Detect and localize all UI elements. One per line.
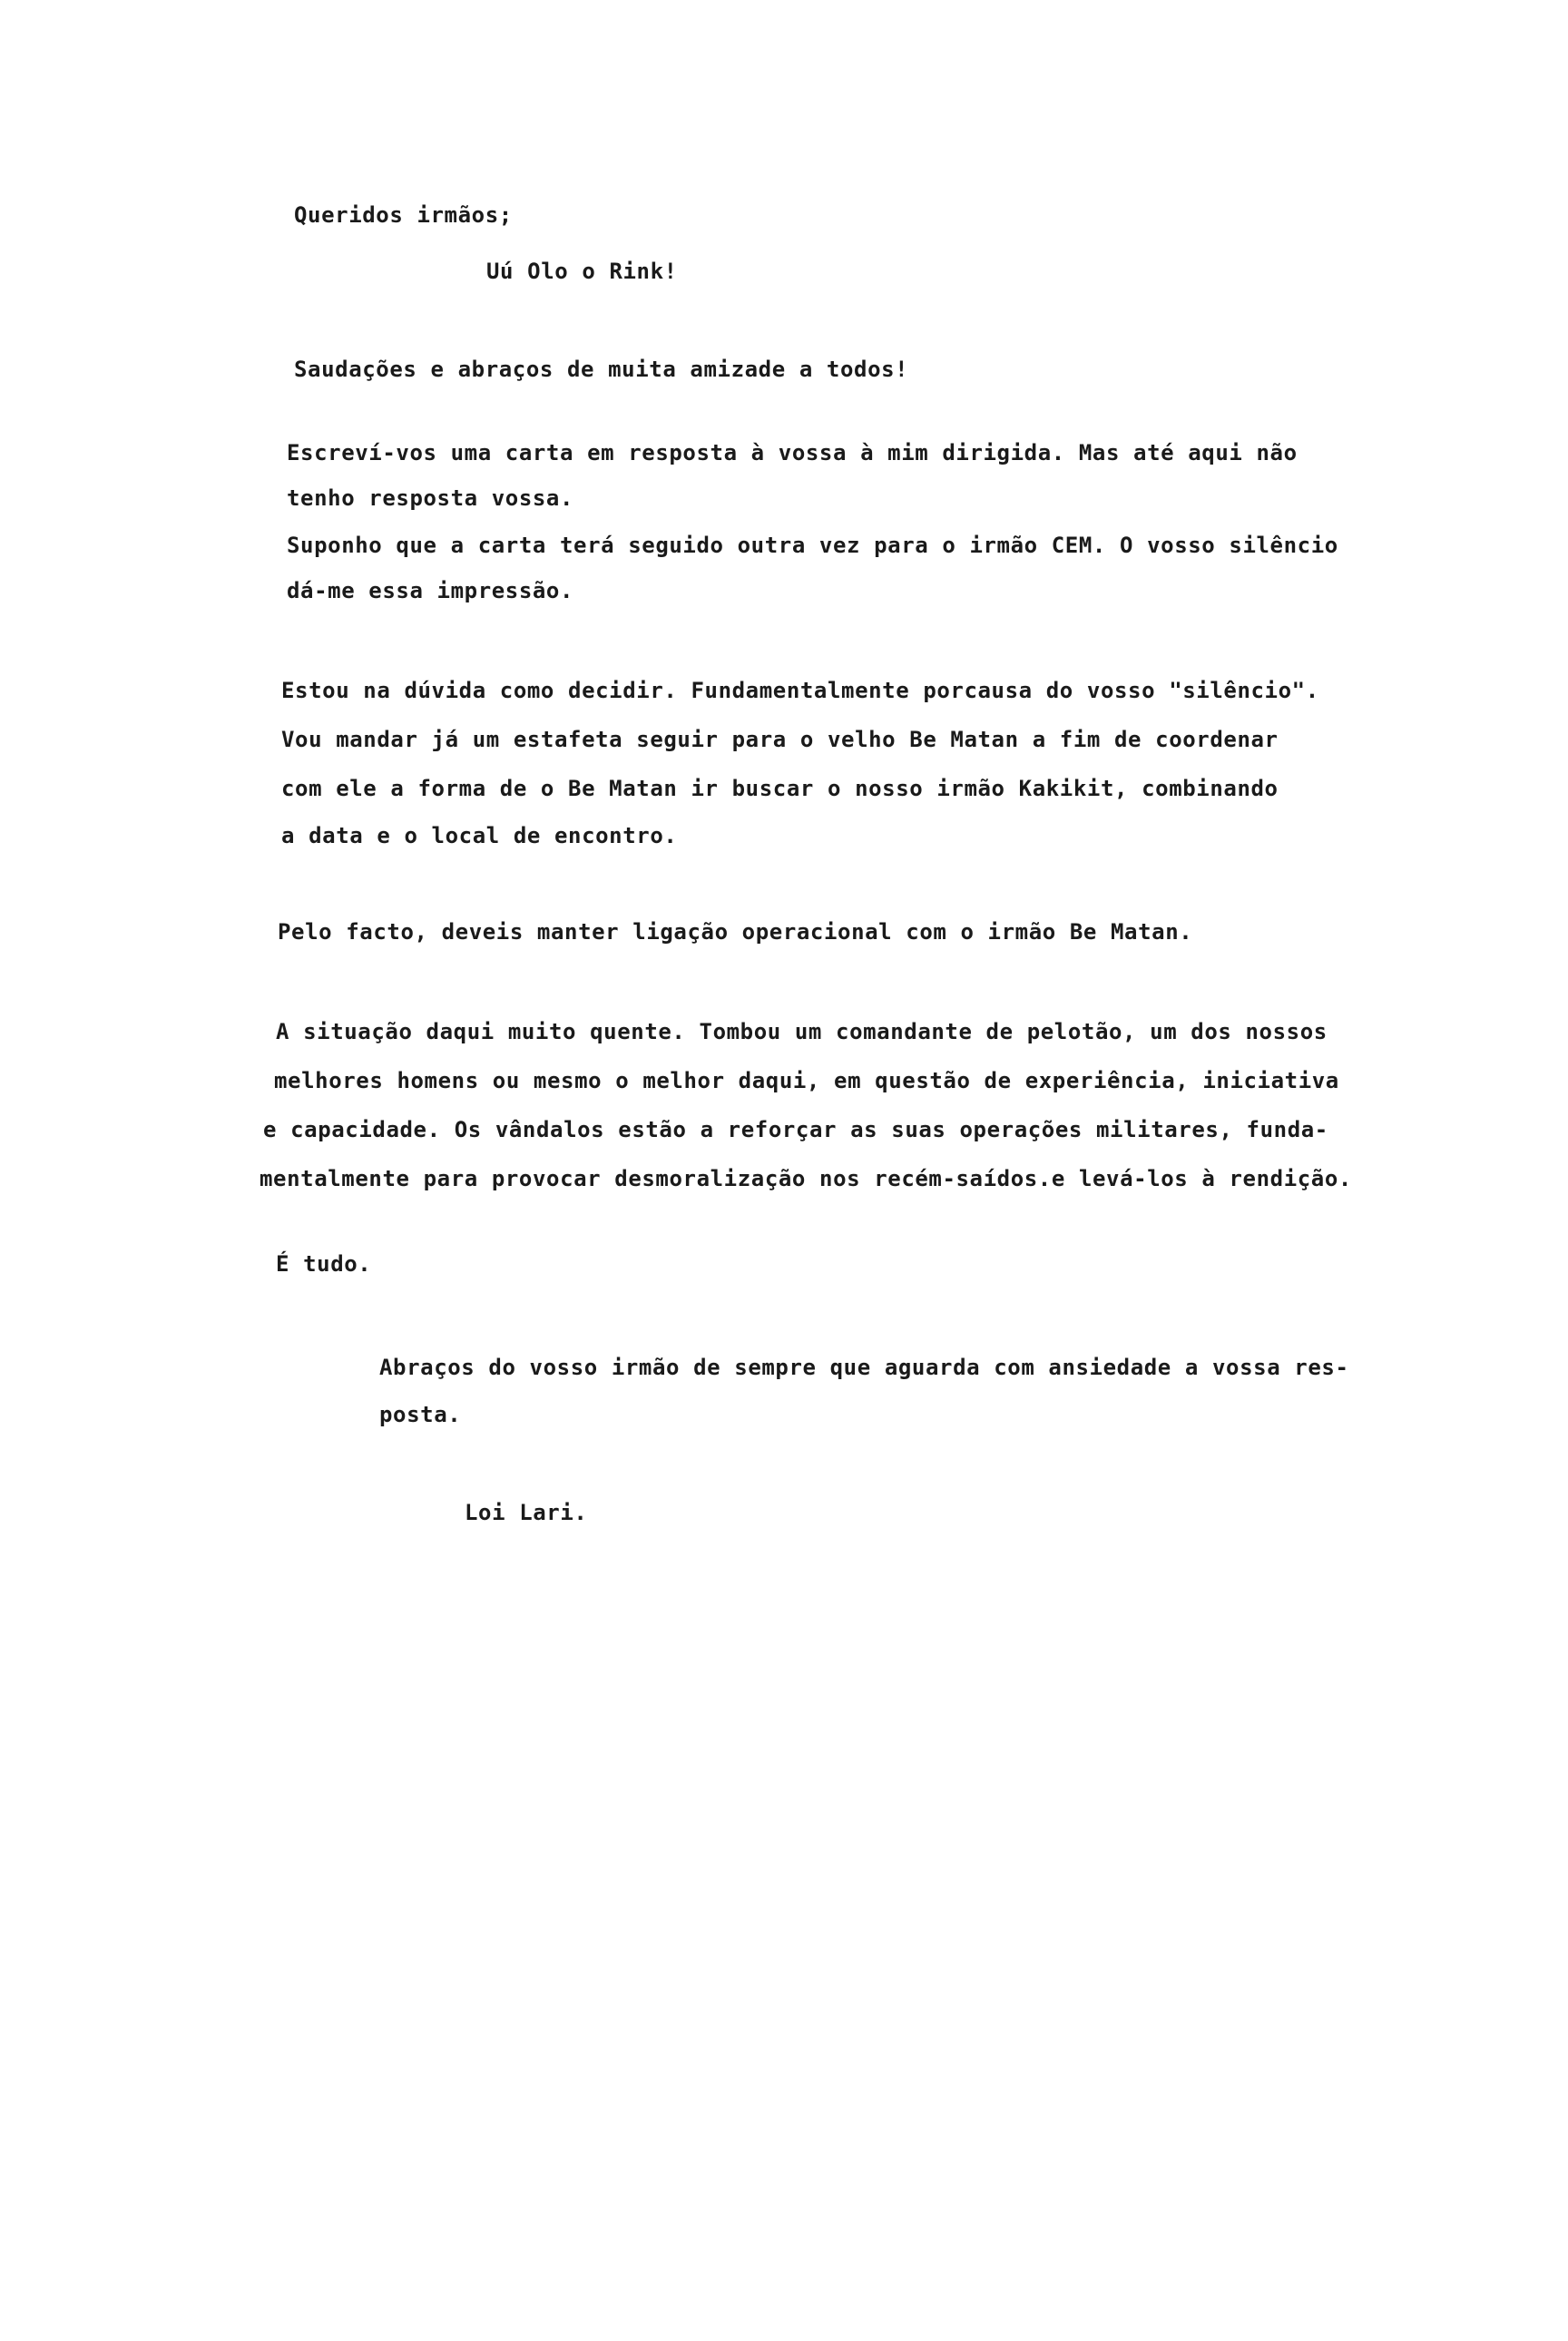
paragraph-4-line: e capacidade. Os vândalos estão a reforçar as suas operações militares, funda- <box>263 1117 1328 1142</box>
paragraph-2-line: Vou mandar já um estafeta seguir para o velho Be Matan a fim de coordenar <box>281 727 1279 752</box>
paragraph-4-line: mentalmente para provocar desmoralização nos recém-saídos.e levá-los à rendição. <box>260 1166 1352 1191</box>
signature: Loi Lari. <box>465 1500 588 1525</box>
paragraph-2-line: com ele a forma de o Be Matan ir buscar o nosso irmão Kakikit, combinando <box>281 776 1279 801</box>
paragraph-1-line: tenho resposta vossa. <box>287 485 574 511</box>
opening-line: Saudações e abraços de muita amizade a todos! <box>294 357 909 382</box>
paragraph-2-line: a data e o local de encontro. <box>281 823 678 848</box>
paragraph-2-line: Estou na dúvida como decidir. Fundamentalmente porcausa do vosso "silêncio". <box>281 678 1319 703</box>
closing-line: Abraços do vosso irmão de sempre que aguarda com ansiedade a vossa res- <box>379 1355 1349 1380</box>
paragraph-4-line: melhores homens ou mesmo o melhor daqui, em questão de experiência, iniciativa <box>274 1068 1339 1093</box>
paragraph-1-line: Suponho que a carta terá seguido outra vez para o irmão CEM. O vosso silêncio <box>287 533 1338 558</box>
salutation: Queridos irmãos; <box>294 202 513 228</box>
paragraph-1-line: Escreví-vos uma carta em resposta à vossa à mim dirigida. Mas até aqui não <box>287 440 1298 465</box>
paragraph-1-line: dá-me essa impressão. <box>287 578 574 603</box>
paragraph-3-line: Pelo facto, deveis manter ligação operacional com o irmão Be Matan. <box>278 919 1193 945</box>
greeting-cry: Uú Olo o Rink! <box>486 259 678 284</box>
closing-line: posta. <box>379 1402 462 1427</box>
closing-short: É tudo. <box>276 1251 372 1277</box>
paragraph-4-line: A situação daqui muito quente. Tombou um comandante de pelotão, um dos nossos <box>276 1019 1328 1044</box>
